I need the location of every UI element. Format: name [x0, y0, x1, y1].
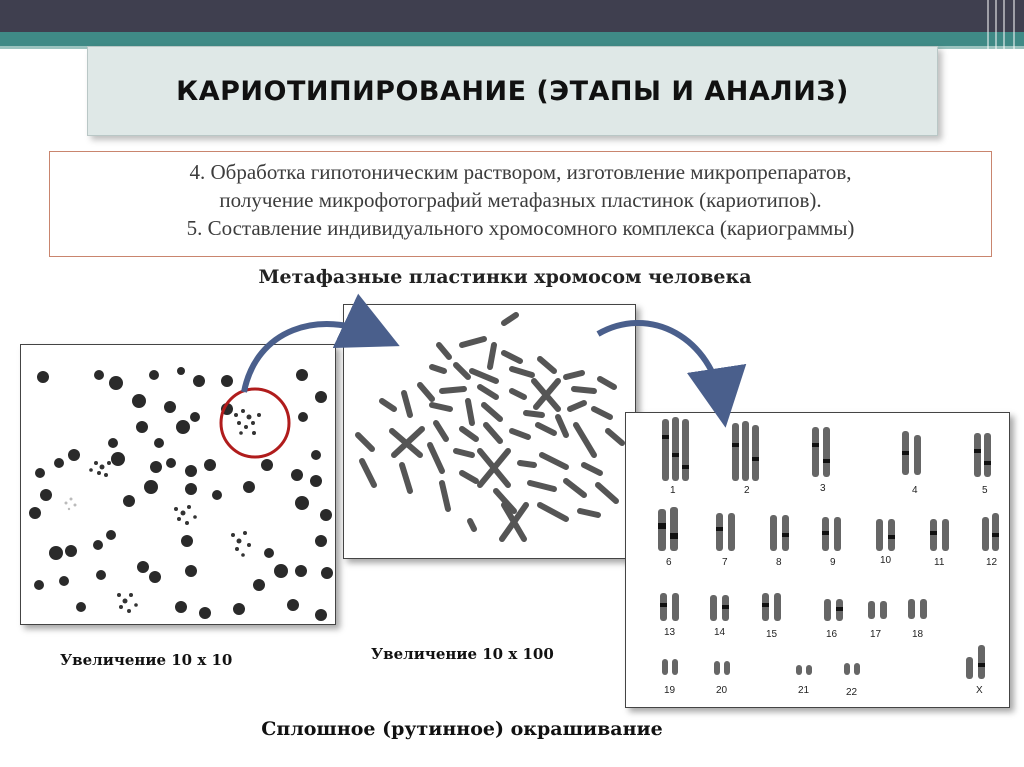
header-bar: [0, 0, 1024, 32]
karyogram-label: 4: [912, 485, 918, 496]
karyogram-label: 10: [880, 555, 892, 566]
karyogram-label: 22: [846, 687, 858, 698]
karyogram-label: 16: [826, 629, 838, 640]
karyogram-label: 1: [670, 485, 676, 496]
karyogram-label: X: [976, 685, 983, 696]
staining-caption: Сплошное (рутинное) окрашивание: [261, 718, 663, 740]
karyogram-label: 19: [664, 685, 676, 696]
karyogram-label: 3: [820, 483, 826, 494]
caption-high-magnification: Увеличение 10 х 100: [371, 645, 554, 663]
header-stripe: [0, 32, 1024, 46]
caption-low-magnification: Увеличение 10 х 10: [60, 651, 233, 669]
chromosome-spread-figure: [344, 305, 635, 558]
karyogram-label: 2: [744, 485, 750, 496]
karyogram-label: 12: [986, 557, 998, 568]
steps-box: [49, 151, 992, 257]
karyogram-label: 5: [982, 485, 988, 496]
karyogram-image: [625, 412, 1010, 708]
karyogram-label: 15: [766, 629, 778, 640]
karyogram-label: 9: [830, 557, 836, 568]
karyogram-label: 8: [776, 557, 782, 568]
karyogram-label: 11: [934, 557, 945, 568]
title-box: [87, 46, 938, 136]
karyogram-figure: [626, 413, 1009, 707]
corner-decoration: [984, 0, 1024, 70]
page-title: КАРИОТИПИРОВАНИЕ (ЭТАПЫ И АНАЛИЗ): [176, 75, 849, 107]
step-line: 4. Обработка гипотоническим раствором, изготовление микропрепаратов,: [189, 160, 852, 184]
karyogram-label: 14: [714, 627, 726, 638]
low-magnification-image: [20, 344, 336, 625]
karyogram-label: 18: [912, 629, 924, 640]
karyogram-label: 20: [716, 685, 728, 696]
karyogram-label: 13: [664, 627, 676, 638]
karyogram-label: 7: [722, 557, 728, 568]
metaphase-plate-image: [343, 304, 636, 559]
step-line: получение микрофотографий метафазных пластинок (кариотипов).: [219, 188, 822, 212]
karyogram-label: 17: [870, 629, 882, 640]
karyogram-label: 6: [666, 557, 672, 568]
cell-dots-figure: [21, 345, 335, 624]
section-subtitle: Метафазные пластинки хромосом человека: [258, 266, 752, 288]
step-line: 5. Составление индивидуального хромосомного комплекса (кариограммы): [186, 216, 855, 240]
karyogram-label: 21: [798, 685, 810, 696]
